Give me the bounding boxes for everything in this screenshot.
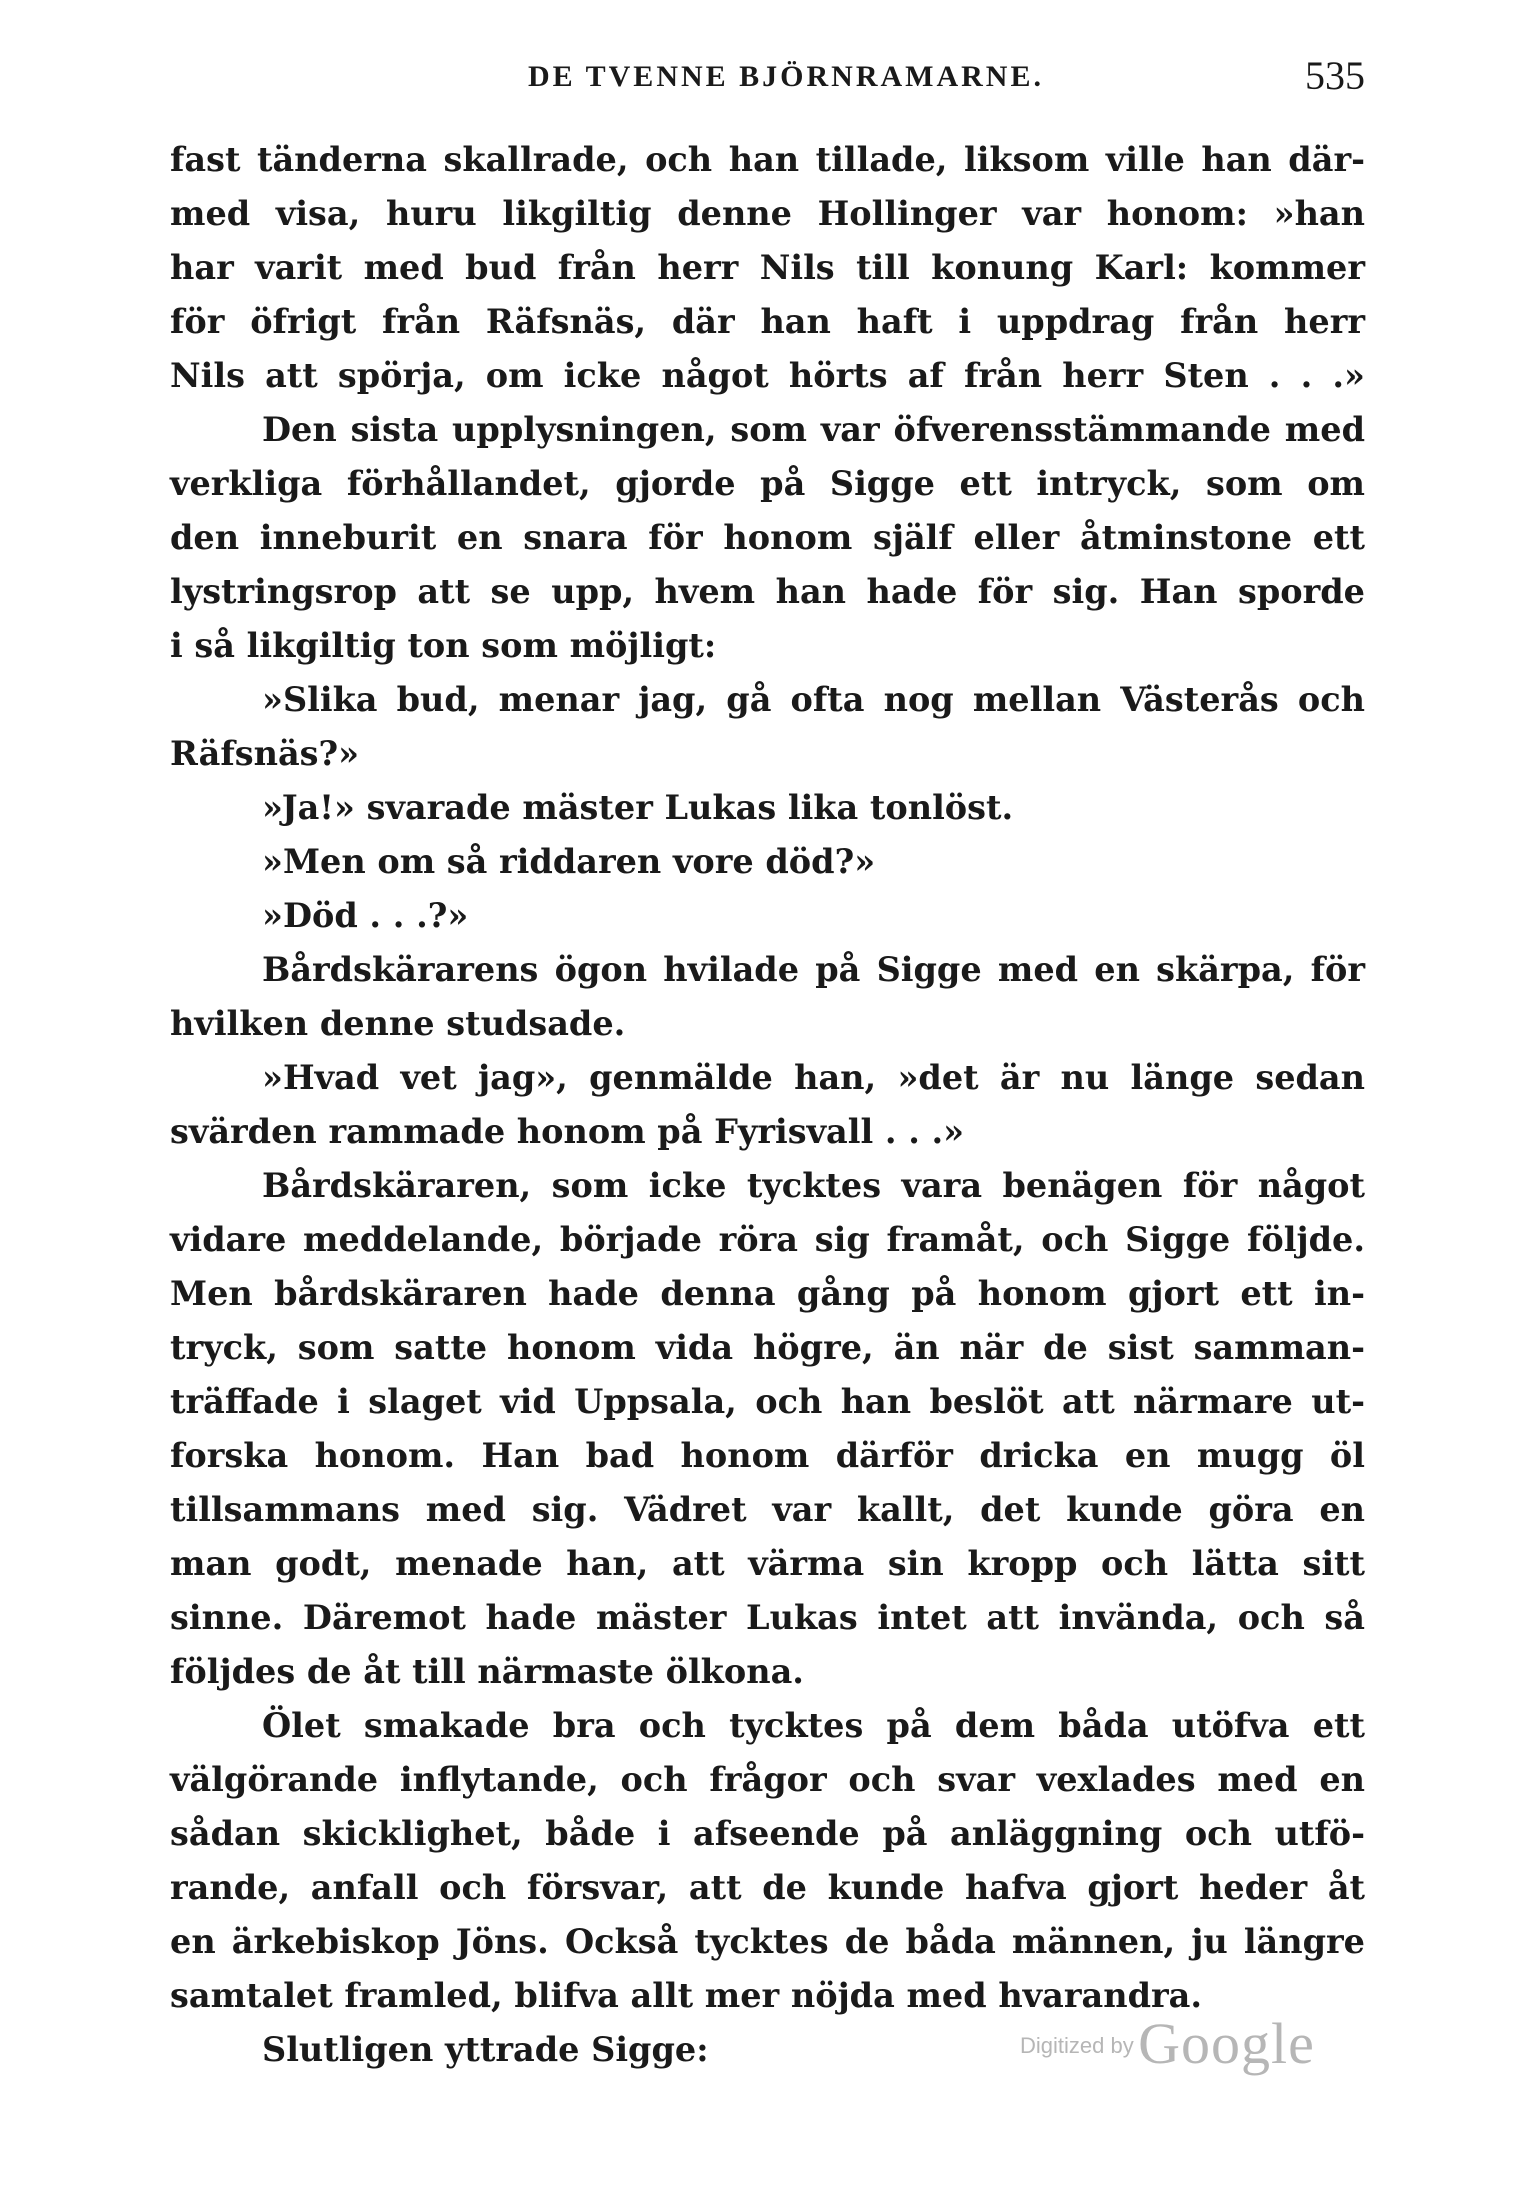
text-line: hvilken denne studsade. xyxy=(170,1004,626,1043)
text-line: rande, anfall och försvar, att de kunde hafva gjort heder åt xyxy=(170,1868,1365,1907)
page-number: 535 xyxy=(1305,53,1365,98)
text-line: »Ja!» svarade mäster Lukas lika tonlöst. xyxy=(262,788,1014,827)
text-line: Slutligen yttrade Sigge: xyxy=(262,2030,709,2069)
text-line: tillsammans med sig. Vädret var kallt, det kunde göra en xyxy=(170,1490,1365,1529)
text-line: Bårdskäraren, som icke tycktes vara benägen för något xyxy=(262,1166,1365,1205)
text-line: Nils att spörja, om icke något hörts af från herr Sten . . .» xyxy=(170,356,1365,395)
text-line: i så likgiltig ton som möjligt: xyxy=(170,626,717,665)
text-line: har varit med bud från herr Nils till konung Karl: kommer xyxy=(170,248,1365,287)
text-line: tryck, som satte honom vida högre, än när de sist samman- xyxy=(170,1328,1365,1367)
text-line: verkliga förhållandet, gjorde på Sigge ett intryck, som om xyxy=(170,464,1365,503)
text-line: sinne. Däremot hade mäster Lukas intet att invända, och så xyxy=(170,1598,1365,1637)
text-line: vidare meddelande, började röra sig framåt, och Sigge följde. xyxy=(170,1220,1365,1259)
text-line: »Hvad vet jag», genmälde han, »det är nu länge sedan xyxy=(262,1058,1365,1097)
google-logo: Google xyxy=(1138,2011,1315,2076)
body-text xyxy=(170,133,1365,2077)
text-line: samtalet framled, blifva allt mer nöjda med hvarandra. xyxy=(170,1976,1203,2015)
text-line: forska honom. Han bad honom därför dricka en mugg öl xyxy=(170,1436,1365,1475)
page-header xyxy=(170,52,1365,112)
google-watermark xyxy=(1020,2010,1315,2080)
text-line: en ärkebiskop Jöns. Också tycktes de båda männen, ju längre xyxy=(170,1922,1365,1961)
text-line: Ölet smakade bra och tycktes på dem båda utöfva ett xyxy=(262,1706,1365,1745)
text-line: välgörande inflytande, och frågor och svar vexlades med en xyxy=(170,1760,1365,1799)
text-line: Räfsnäs?» xyxy=(170,734,360,773)
watermark-prefix: Digitized by xyxy=(1020,2033,1134,2058)
running-title: DE TVENNE BJÖRNRAMARNE. xyxy=(528,60,1044,93)
text-line: med visa, huru likgiltig denne Hollinger var honom: »han xyxy=(170,194,1365,233)
text-line: Men bårdskäraren hade denna gång på honom gjort ett in- xyxy=(170,1274,1365,1313)
text-line: fast tänderna skallrade, och han tillade, liksom ville han där- xyxy=(170,140,1365,179)
text-line: Bårdskärarens ögon hvilade på Sigge med en skärpa, för xyxy=(262,950,1365,989)
text-line: för öfrigt från Räfsnäs, där han haft i uppdrag från herr xyxy=(170,302,1365,341)
text-line: man godt, menade han, att värma sin kropp och lätta sitt xyxy=(170,1544,1365,1583)
text-line: sådan skicklighet, både i afseende på anläggning och utfö- xyxy=(170,1814,1365,1853)
text-line: följdes de åt till närmaste ölkona. xyxy=(170,1652,804,1691)
text-line: »Död . . .?» xyxy=(262,896,469,935)
text-line: träffade i slaget vid Uppsala, och han beslöt att närmare ut- xyxy=(170,1382,1365,1421)
text-line: svärden rammade honom på Fyrisvall . . .» xyxy=(170,1112,965,1151)
text-line: Den sista upplysningen, som var öfverensstämmande med xyxy=(262,410,1365,449)
text-line: »Slika bud, menar jag, gå ofta nog mellan Västerås och xyxy=(262,680,1365,719)
text-line: lystringsrop att se upp, hvem han hade för sig. Han sporde xyxy=(170,572,1365,611)
text-line: »Men om så riddaren vore död?» xyxy=(262,842,876,881)
text-line: den inneburit en snara för honom själf eller åtminstone ett xyxy=(170,518,1365,557)
